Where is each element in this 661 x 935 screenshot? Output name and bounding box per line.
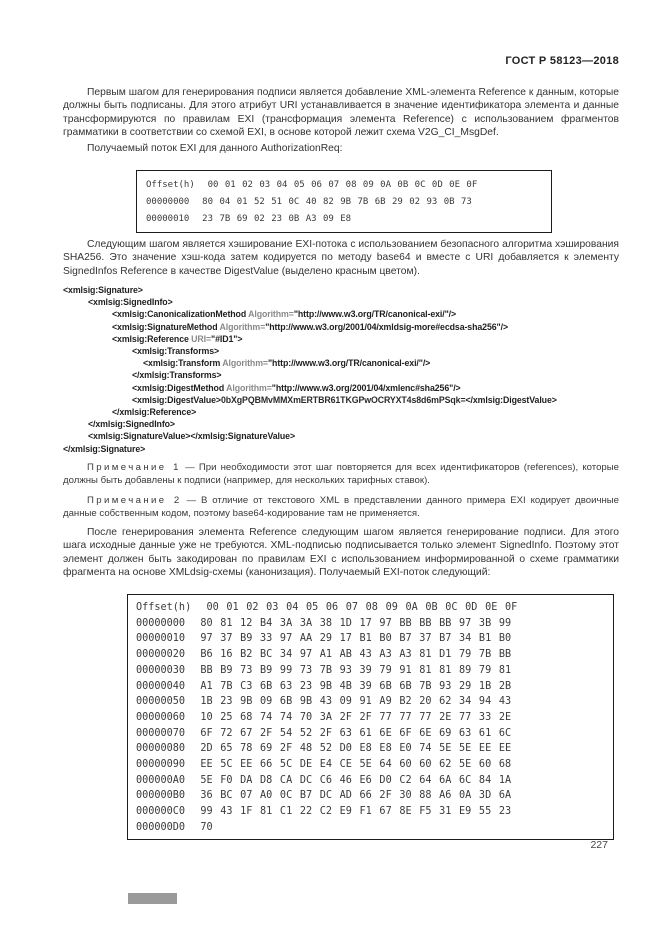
xml-markup: <xmlsig:SignedInfo> (88, 297, 173, 308)
xml-line (63, 284, 619, 296)
xml-markup: </xmlsig:Transforms> (132, 370, 222, 381)
xml-attribute-name: URI= (191, 333, 212, 344)
xml-markup: "http://www.w3.org/2001/04/xmlenc#sha256"/> (271, 382, 461, 393)
xml-line (63, 443, 619, 455)
note-1-text: — При необходимости этот шаг повторяется для всех идентификаторов (references), которые должны быть добавлены к подписи (например, для нескольких тарифных ставок). (63, 462, 619, 486)
xml-markup: "http://www.w3.org/TR/canonical-exi/"/> (267, 358, 431, 369)
xml-markup: "http://www.w3.org/TR/canonical-exi/"/> (293, 309, 457, 320)
hex-data-row: 000000C0 99 43 1F 81 C1 22 C2 E9 F1 67 8E F5 31 E9 55 23 (136, 806, 512, 818)
hex-data-row: 00000090 EE 5C EE 66 5C DE E4 CE 5E 64 60 60 62 5E 60 68 (136, 759, 512, 771)
xml-markup: <xmlsig:SignatureMethod (112, 321, 220, 332)
xml-markup: <xmlsig:Reference (112, 333, 192, 344)
hex-data-row: 00000080 2D 65 78 69 2F 48 52 D0 E8 E8 E0 74 5E 5E EE EE (136, 743, 512, 755)
xml-markup: <xmlsig:Transform (143, 358, 223, 369)
hex-data-row: 00000020 B6 16 B2 BC 34 97 A1 AB 43 A3 A3 81 D1 79 7B BB (136, 649, 512, 661)
xml-markup: <xmlsig:DigestMethod (132, 382, 227, 393)
document-title-header: ГОСТ Р 58123—2018 (505, 55, 619, 67)
xml-markup: </xmlsig:Signature> (63, 443, 146, 454)
xml-line (63, 296, 619, 308)
note-2 (63, 494, 619, 520)
hex-data-row: 00000040 A1 7B C3 6B 63 23 9B 4B 39 6B 6B 7B 93 29 1B 2B (136, 680, 512, 692)
hex-data-row: 00000010 23 7B 69 02 23 0B A3 09 E8 (146, 214, 352, 224)
hex-data-row: 000000D0 70 (136, 821, 213, 833)
xml-line (63, 430, 619, 442)
xml-attribute-name: Algorithm= (248, 309, 294, 320)
xml-signature-code-block (63, 284, 619, 455)
xml-markup: <xmlsig:Signature> (63, 285, 143, 295)
xml-markup: </xmlsig:SignedInfo> (88, 419, 175, 430)
page-number: 227 (590, 839, 608, 851)
xml-line (63, 406, 619, 418)
xml-line (63, 333, 619, 345)
xml-markup: </xmlsig:Reference> (112, 407, 197, 418)
xml-markup: <xmlsig:SignatureValue></xmlsig:SignatureValue> (88, 431, 295, 442)
xml-markup: "#ID1"> (211, 333, 243, 344)
note-2-text: — В отличие от текстового XML в представлении данного примера EXI кодирует двоичные данные собственным кодом, поэтому base64-кодирование там не применяется. (63, 495, 619, 519)
xml-markup: "http://www.w3.org/2001/04/xmldsig-more#ecdsa-sha256"/> (265, 321, 508, 332)
hex-data-row: 00000030 BB B9 73 B9 99 73 7B 93 39 79 91 81 81 89 79 81 (136, 664, 512, 676)
xml-markup: <xmlsig:CanonicalizationMethod (112, 309, 249, 320)
xml-attribute-name: Algorithm= (219, 321, 266, 332)
paragraph-exi-stream-lead: Получаемый поток EXI для данного AuthorizationReq: (87, 143, 343, 154)
hexdump-signedinfo-stream (127, 594, 614, 840)
xml-line (63, 357, 619, 369)
hex-data-row: 00000060 10 25 68 74 74 70 3A 2F 2F 77 77 77 2E 77 33 2E (136, 711, 512, 723)
hex-data-row: 00000070 6F 72 67 2F 54 52 2F 63 61 6E 6F 6E 69 63 61 6C (136, 727, 512, 739)
xml-line (63, 382, 619, 394)
note-1 (63, 461, 619, 487)
hex-header-row: Offset(h) 00 01 02 03 04 05 06 07 08 09 0A 0B 0C 0D 0E 0F (146, 180, 478, 190)
hex-data-row: 00000010 97 37 B9 33 97 AA 29 17 B1 B0 B7 37 B7 34 B1 B0 (136, 633, 512, 645)
xml-line (63, 394, 619, 406)
paragraph-reference-intro: Первым шагом для генерирования подписи является добавление XML-элемента Reference к данным, которые должны быть подписаны. Для этого атрибут URI устанавливается в значение идентификатора элемента и данные трансформируются по правилам EXI (трансформация элемента Reference) с использованием фрагментов грамматики в соответствии со схемой EXI, в основе которой лежит схема V2G_CI_MsgDef. (63, 87, 619, 139)
hexdump-authorizationreq (136, 170, 552, 233)
xml-line (63, 345, 619, 357)
xml-attribute-name: Algorithm= (222, 358, 268, 369)
hex-data-row: 00000050 1B 23 9B 09 6B 9B 43 09 91 A9 B2 20 62 34 94 43 (136, 696, 512, 708)
xml-digest-value: 0bXgPQBMvMMXmERTBR61TKGPwOCRYXT4s8d6mPSqk= (220, 394, 466, 405)
hex-data-row: 00000000 80 04 01 52 51 0C 40 82 9B 7B 6B 29 02 93 0B 73 (146, 197, 472, 207)
hex-header-row: Offset(h) 00 01 02 03 04 05 06 07 08 09 0A 0B 0C 0D 0E 0F (136, 602, 518, 613)
note-2-label: Примечание 2 (87, 495, 182, 506)
xml-markup: <xmlsig:DigestValue> (132, 394, 221, 405)
hex-data-row: 000000B0 36 BC 07 A0 0C B7 DC AD 66 2F 30 88 A6 0A 3D 6A (136, 790, 512, 802)
hex-data-row: 000000A0 5E F0 DA D8 CA DC C6 46 E6 D0 C2 64 6A 6C 84 1A (136, 774, 512, 786)
xml-attribute-name: Algorithm= (226, 382, 272, 393)
xml-markup: <xmlsig:Transforms> (132, 346, 220, 357)
hex-data-row: 00000000 80 81 12 B4 3A 3A 38 1D 17 97 BB BB BB 97 3B 99 (136, 617, 512, 629)
scan-artifact (128, 893, 177, 904)
paragraph-signature-generation: После генерирования элемента Reference следующим шагом является генерирование подписи. Для этого шага исходные данные уже не требуются. XML-подписью подписывается только элемент SignedInfo. Поэтому этот элемент должен быть закодирован по правилам EXI с использованием информированной о схеме грамматики фрагмента на основе XMLdsig-схемы (канонизация). Получаемый EXI-поток следующий: (63, 527, 619, 579)
xml-line (63, 369, 619, 381)
xml-line (63, 418, 619, 430)
xml-markup: </xmlsig:DigestValue> (465, 394, 557, 405)
xml-line (63, 308, 619, 320)
paragraph-hashing: Следующим шагом является хэширование EXI-потока с использованием безопасного алгоритма хэширования SHA256. Это значение хэш-кода затем кодируется по методу base64 и вместе с URI добавляется к элементу SignedInfos Reference в качестве DigestValue (выделено красным цветом). (63, 239, 619, 277)
note-1-label: Примечание 1 (87, 462, 181, 473)
xml-line (63, 321, 619, 333)
